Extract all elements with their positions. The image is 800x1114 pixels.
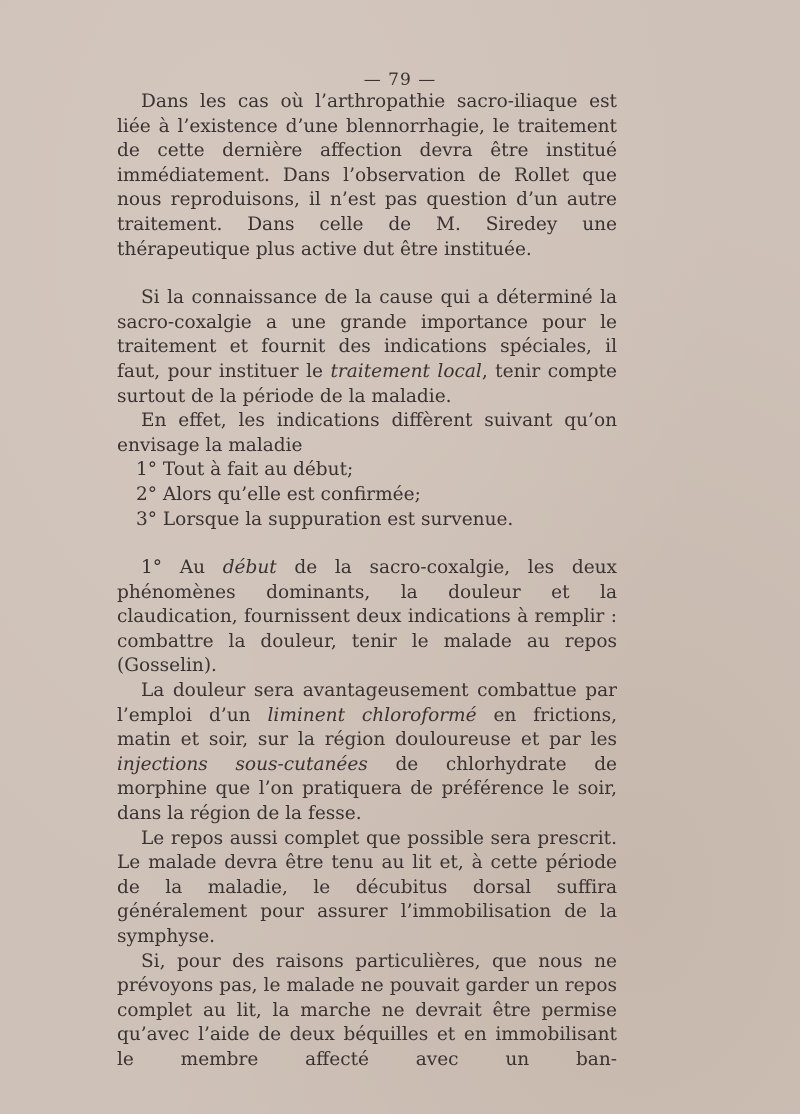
paragraph-douleur: La douleur sera avantageusement combattue par l’emploi d’un liminent chloroformé en frictions, matin et soir, sur la région douloureuse et par les injections sous-cutanées de chlorhydrate de morphine que l’on pratiquera de préférence le soir, dans la région de la fesse. bbox=[117, 680, 618, 825]
body-text bbox=[117, 90, 617, 1073]
list-item: 3° Lorsque la suppuration est survenue. bbox=[136, 508, 514, 530]
page-number: — 79 — bbox=[363, 70, 437, 90]
paragraph-debut: 1° Au début de la sacro-coxalgie, les deux phénomènes dominants, la douleur et la claudication, fournissent deux indications à remplir : combattre la douleur, tenir le malade au repos (Gosselin). bbox=[117, 557, 617, 677]
italic-injections: injections sous-cutanées bbox=[117, 753, 368, 775]
paragraph-connaissance: Si la connaissance de la cause qui a déterminé la sacro-coxalgie a une grande importance pour le traitement et fournit des indications spéciales, il faut, pour instituer le traitement local, tenir compte surtout de la période de la maladie. bbox=[117, 287, 617, 407]
paragraph-raisons: Si, pour des raisons particulières, que nous ne prévoyons pas, le malade ne pouvait garder un repos complet au lit, la marche ne devrait être permise qu’avec l’aide de deux béquilles et en immobilisant le membre affecté avec un ban- bbox=[117, 950, 617, 1070]
paragraph-repos: Le repos aussi complet que possible sera prescrit. Le malade devra être tenu au lit et, à cette période de la maladie, le décubitus dorsal suffira généralement pour assurer l’immobilisation de la symphyse. bbox=[117, 827, 617, 947]
list-item: 1° Tout à fait au début; bbox=[136, 459, 354, 481]
italic-traitement-local: traitement local bbox=[330, 360, 482, 382]
italic-debut: début bbox=[222, 557, 277, 579]
paragraph-arthropathie: Dans les cas où l’arthropathie sacro-iliaque est liée à l’existence d’une blennorrhagie, le traitement de cette dernière affection devra être institué immédiatement. Dans l’observation de Rollet que nous reproduisons, il n’est pas question d’un autre traitement. Dans celle de M. Siredey une thérapeutique plus active dut être instituée. bbox=[117, 91, 617, 260]
paragraph-en-effet: En effet, les indications diffèrent suivant qu’on envisage la maladie bbox=[117, 410, 617, 456]
list-item: 2° Alors qu’elle est confirmée; bbox=[136, 483, 421, 505]
italic-liminent: liminent chloroformé bbox=[267, 704, 477, 726]
